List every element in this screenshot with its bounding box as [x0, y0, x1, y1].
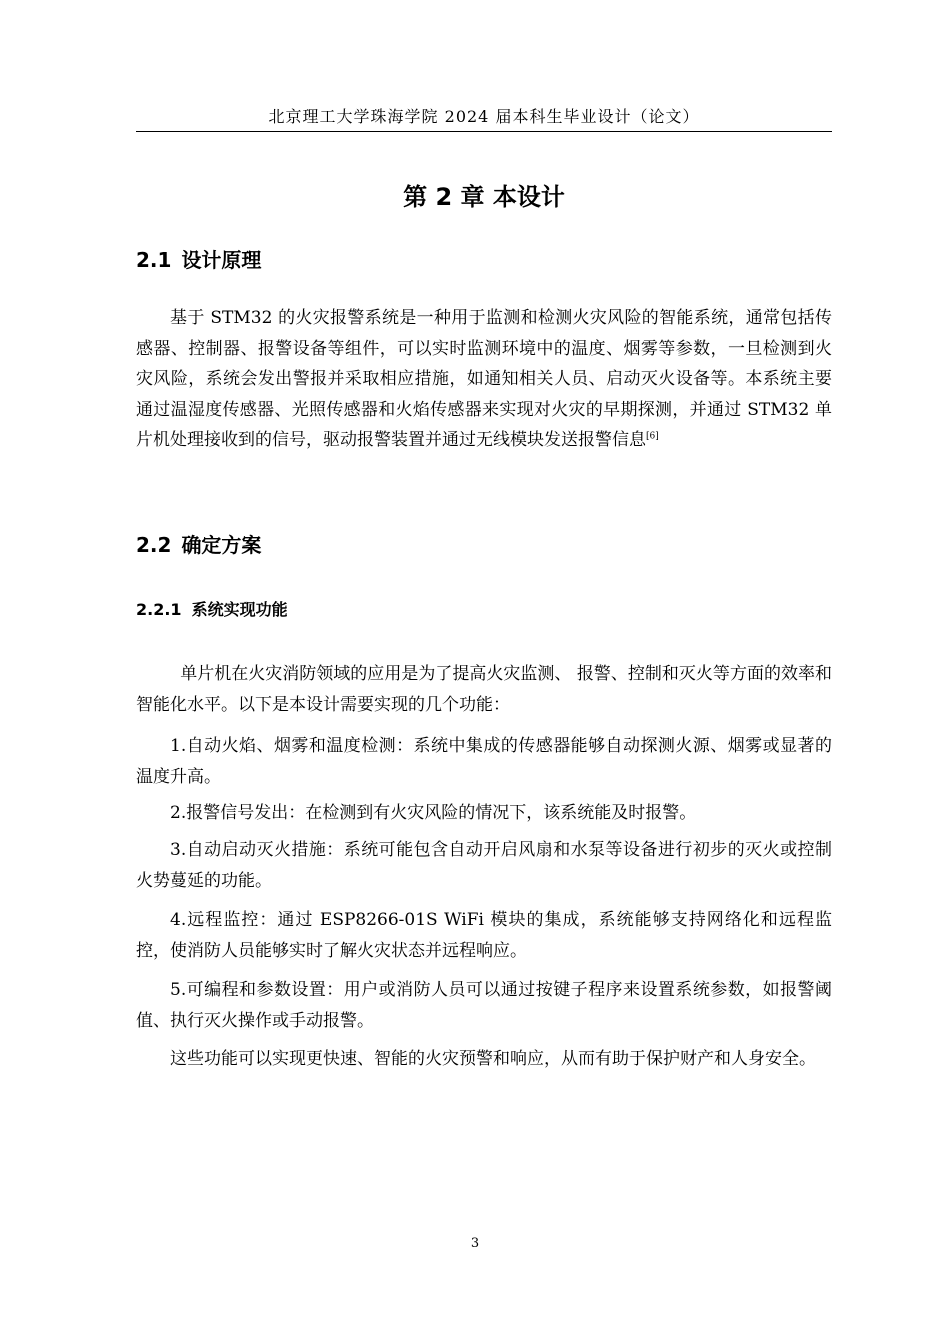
section-heading-2-1	[136, 246, 261, 274]
header-rule	[136, 131, 832, 132]
function-item-1: 1.自动火焰、烟雾和温度检测：系统中集成的传感器能够自动探测火源、烟雾或显著的温度升高。	[136, 736, 832, 787]
page-header: 北京理工大学珠海学院 2024 届本科生毕业设计（论文）	[268, 107, 700, 126]
citation-marker: [6]	[646, 431, 659, 442]
section-title: 设计原理	[181, 248, 262, 272]
subsection-title: 系统实现功能	[191, 600, 288, 619]
section-heading-2-2	[136, 531, 261, 559]
section-title: 确定方案	[181, 533, 262, 557]
paragraph-text: 基于 STM32 的火灾报警系统是一种用于监测和检测火灾风险的智能系统，通常包括传感器、控制器、报警设备等组件，可以实时监测环境中的温度、烟雾等参数，一旦检测到火灾风险，系统会发出警报并采取相应措施，如通知相关人员、启动灭火设备等。本系统主要通过温湿度传感器、光照传感器和火焰传感器来实现对火灾的早期探测，并通过 STM32 单片机处理接收到的信号，驱动报警装置并通过无线模块发送报警信息	[136, 308, 832, 450]
page-number: 3	[470, 1236, 480, 1251]
section-number: 2.1	[136, 248, 172, 272]
section-number: 2.2	[136, 533, 172, 557]
subsection-number: 2.2.1	[136, 600, 182, 619]
function-item-5: 5.可编程和参数设置：用户或消防人员可以通过按键子程序来设置系统参数，如报警阈值、执行灭火操作或手动报警。	[136, 980, 832, 1031]
function-item-2: 2.报警信号发出：在检测到有火灾风险的情况下，该系统能及时报警。	[170, 803, 697, 823]
subsection-heading-2-2-1	[136, 598, 288, 622]
conclusion-paragraph: 这些功能可以实现更快速、智能的火灾预警和响应，从而有助于保护财产和人身安全。	[170, 1049, 816, 1069]
function-item-3: 3.自动启动灭火措施：系统可能包含自动开启风扇和水泵等设备进行初步的灭火或控制火势蔓延的功能。	[136, 840, 832, 891]
chapter-title: 第 2 章 本设计	[403, 183, 565, 211]
intro-paragraph: 单片机在火灾消防领域的应用是为了提高火灾监测、 报警、控制和灭火等方面的效率和智能化水平。以下是本设计需要实现的几个功能：	[136, 664, 832, 715]
section-2-1-paragraph	[136, 303, 832, 456]
function-item-4: 4.远程监控：通过 ESP8266-01S WiFi 模块的集成，系统能够支持网络化和远程监控，使消防人员能够实时了解火灾状态并远程响应。	[136, 910, 832, 961]
